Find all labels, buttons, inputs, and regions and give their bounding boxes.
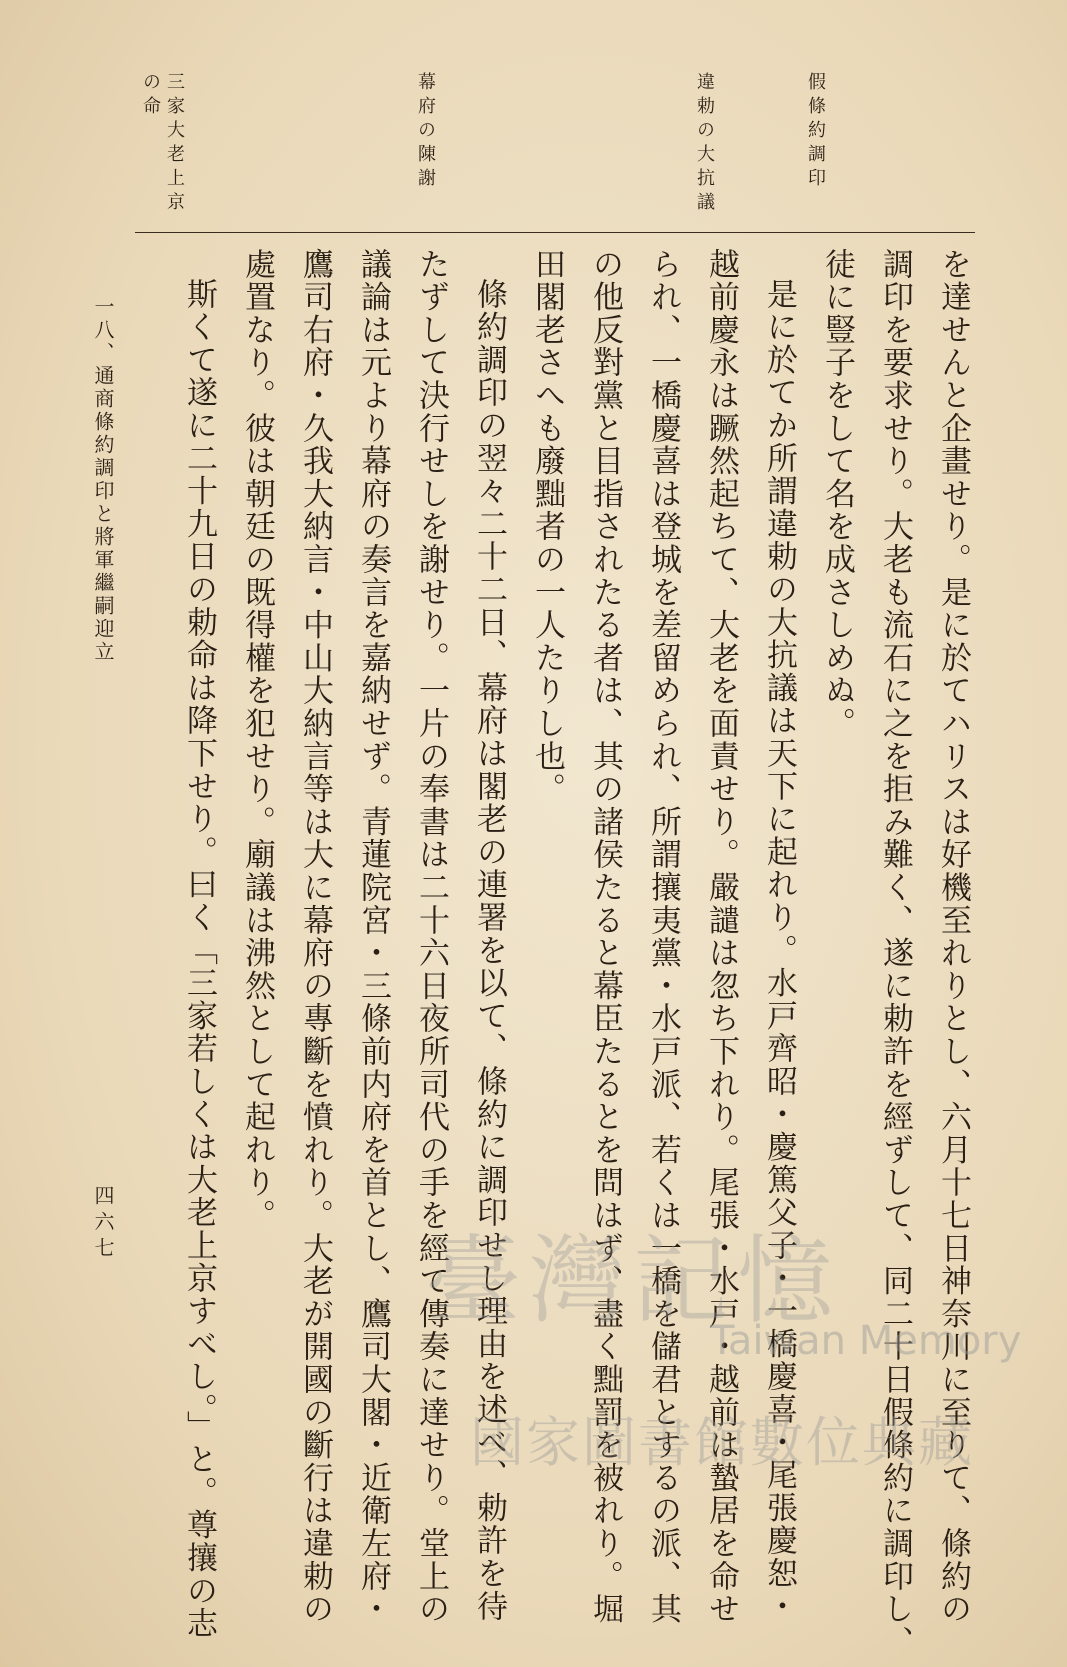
margin-note-sanke-joukyou-cont: の命 xyxy=(140,72,161,120)
running-chapter-title: 一八、通商條約調印と將軍繼嗣迎立 xyxy=(91,296,115,664)
text-column: たずして決行せしを謝せり。一片の奉書は二十六日夜所司代の手を經て傳奏に達せり。堂上の xyxy=(413,248,449,1626)
page-number: 四六七 xyxy=(91,1185,115,1263)
text-column: られ、一橋慶喜は登城を差留められ、所謂攘夷黨・水戸派、若くは一橋を儲君とするの派、其 xyxy=(645,248,681,1626)
text-column: 處置なり。彼は朝廷の既得權を犯せり。廟議は沸然として起れり。 xyxy=(239,248,275,1232)
watermark-institution: 國家圖書館數位典藏 xyxy=(470,1411,974,1474)
text-column: の他反對黨と目指されたる者は、其の諸侯たると幕臣たるとを問はず、盡く黜罰を被れり。堀 xyxy=(587,248,623,1626)
margin-note-sanke-joukyou: 三家大老上京 xyxy=(164,72,185,216)
watermark-logo: 臺灣記憶 xyxy=(425,1225,841,1337)
margin-note-kari-jouyaku: 假條約調印 xyxy=(805,72,826,192)
text-column: 議論は元より幕府の奏言を嘉納せず。青蓮院宮・三條前内府を首とし、鷹司大閣・近衛左府・ xyxy=(355,248,391,1626)
text-column: 調印を要求せり。大老も流石に之を拒み難く、遂に勅許を經ずして、同二十日假條約に調印し、 xyxy=(877,248,913,1659)
text-column: 是に於てか所謂違勅の大抗議は天下に起れり。水戸齊昭・慶篤父子・一橋慶喜・尾張慶恕・ xyxy=(761,278,797,1623)
margin-note-ichoku-kougi: 違勅の大抗議 xyxy=(694,72,715,216)
text-column: 條約調印の翌々二十二日、幕府は閣老の連署を以て、條約に調印せし理由を述べ、勅許を待 xyxy=(471,278,507,1623)
text-column: 徒に豎子をして名を成さしめぬ。 xyxy=(819,248,855,740)
margin-note-bakufu-chinsha: 幕府の陳謝 xyxy=(415,72,436,192)
text-column: 斯くて遂に二十九日の勅命は降下せり。曰く「三家若しくは大老上京すべし。」と。尊攘の志 xyxy=(181,278,217,1641)
header-divider xyxy=(135,232,975,233)
text-column: 越前慶永は蹶然起ちて、大老を面責せり。嚴譴は忽ち下れり。尾張・水戸・越前は蟄居を命せ xyxy=(703,248,739,1626)
text-column: 鷹司右府・久我大納言・中山大納言等は大に幕府の專斷を憤れり。大老が開國の斷行は違勅の xyxy=(297,248,333,1626)
text-column: 田閣老さへも廢黜者の一人たりし也。 xyxy=(529,248,565,806)
text-column: を達せんと企畫せり。是に於てハリスは好機至れりとし、六月十七日神奈川に至りて、條約の xyxy=(935,248,971,1626)
watermark-english: Taiwan Memory xyxy=(710,1318,1022,1364)
